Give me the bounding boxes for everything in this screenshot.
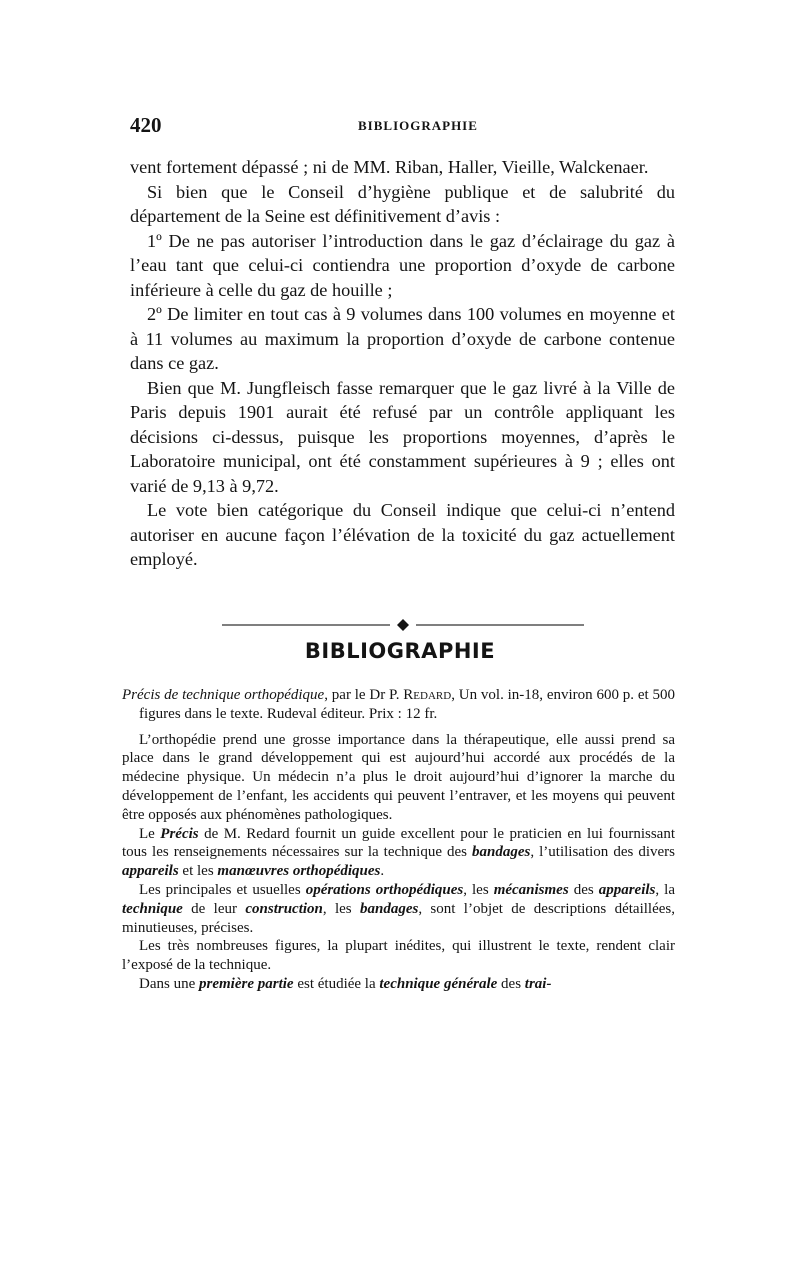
- paragraph-jungfleisch: Bien que M. Jungfleisch fasse remarquer que le gaz livré à la Ville de Paris depuis 1901 aurait été refusé par un contrôle appliquant les décisions ci-dessus, puisque les proportions moyennes, d’après le Laboratoire municipal, ont été constamment supérieures à 9 ; elles ont varié de 9,13 à 9,72.: [130, 377, 675, 496]
- main-text: [130, 155, 675, 572]
- paragraph-conseil-avis: Si bien que le Conseil d’hygiène publique et de salubrité du département de la Seine est définitivement d’avis :: [130, 181, 675, 226]
- book-reference: Précis de technique orthopédique, par le Dr P. Redard, Un vol. in-18, environ 600 p. et 500 figures dans le texte. Rudeval éditeur. Prix : 12 fr.: [122, 687, 675, 722]
- paragraph-point-1: 1º De ne pas autoriser l’introduction dans le gaz d’éclairage du gaz à l’eau tant que celui-ci contiendra une proportion d’oxyde de carbone inférieure à celle du gaz de houille ;: [130, 230, 675, 300]
- section-title: BIBLIOGRAPHIE: [304, 639, 496, 663]
- paragraph-continued: vent fortement dépassé ; ni de MM. Riban, Haller, Vieille, Walckenaer.: [130, 157, 649, 177]
- page-header: [130, 113, 670, 141]
- running-title: BIBLIOGRAPHIE: [358, 118, 478, 133]
- paragraph-vote: Le vote bien catégorique du Conseil indique que celui-ci n’entend autoriser en aucune façon l’élévation de la toxicité du gaz actuellement employé.: [130, 500, 675, 569]
- review-paragraph-1: L’orthopédie prend une grosse importance dans la thérapeutique, elle aussi prend sa place dans le grand développement qui est aujourd’hui accordé aux procédés de la médecine physique. Un médecin n’a plus le droit aujourd’hui d’ignorer la marche du développement de l’enfant, les accidents qui peuvent l’entraver, et les moyens qui peuvent être opposés aux phénomènes pathologiques.: [122, 731, 675, 823]
- review-paragraph-2: Le Précis de M. Redard fournit un guide excellent pour le praticien en lui fournissant tous les renseignements nécessaires sur la technique des bandages, l’utilisation des divers appareils et les manœuvres orthopédiques.: [122, 825, 675, 880]
- review-paragraph-3: Les principales et usuelles opérations orthopédiques, les mécanismes des appareils, la technique de leur construction, les bandages, sont l’objet de descriptions détaillées, minutieuses, précises.: [122, 881, 675, 936]
- book-review: [122, 686, 675, 994]
- paragraph-point-2: 2º De limiter en tout cas à 9 volumes dans 100 volumes en moyenne et à 11 volumes au maximum la proportion d’oxyde de carbone contenue dans ce gaz.: [130, 304, 675, 373]
- book-author: Redard: [403, 687, 452, 703]
- section-divider-ornament: [222, 618, 584, 632]
- review-paragraph-4: Les très nombreuses figures, la plupart inédites, qui illustrent le texte, rendent clair l’exposé de la technique.: [122, 938, 675, 974]
- review-paragraph-5: Dans une première partie est étudiée la technique générale des trai-: [139, 975, 552, 992]
- book-title: Précis de technique orthopédique: [122, 687, 325, 703]
- page-number: 420: [130, 113, 162, 137]
